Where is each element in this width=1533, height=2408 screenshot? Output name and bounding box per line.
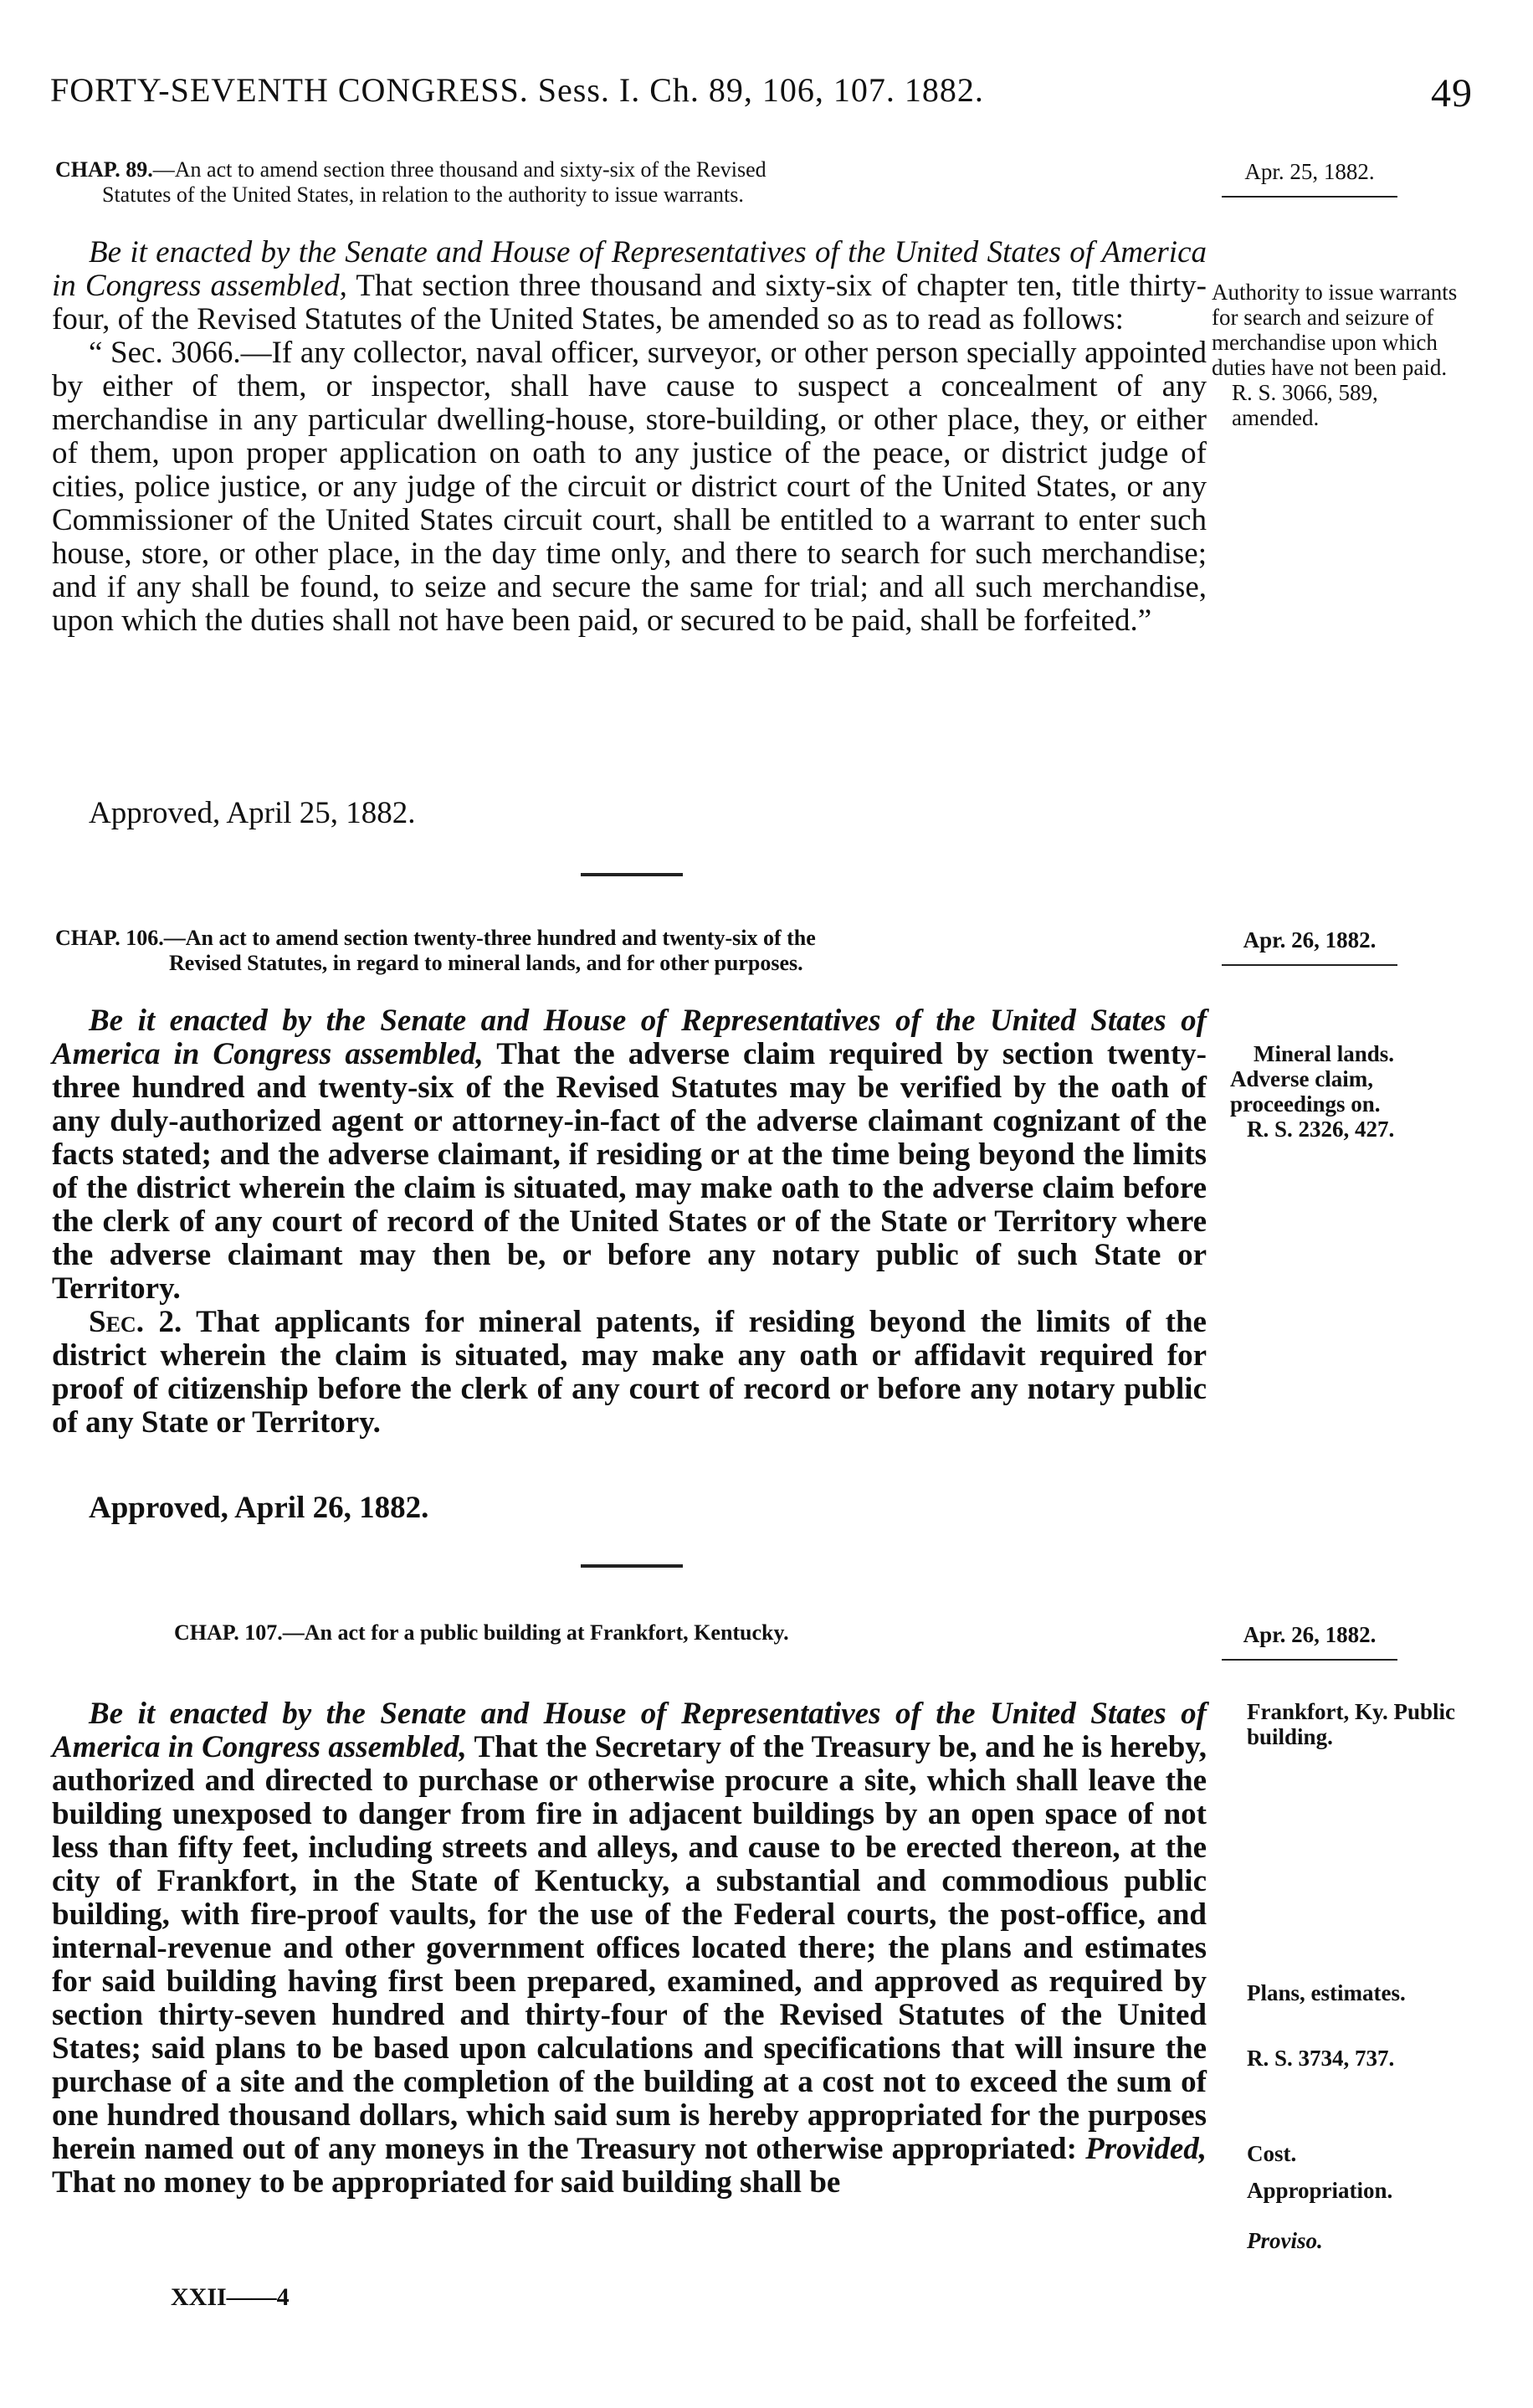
chap107-margin-proviso: Proviso. [1247, 2228, 1323, 2253]
chap107-proviso-label: Provided, [1085, 2132, 1207, 2166]
chap106-enacting-clause: Be it enacted by the Senate and House of Representatives of the United States of America in Congress assembled, [52, 1004, 1207, 1071]
chap89-body [52, 236, 1207, 638]
chap107-margin-cost: Cost. [1247, 2141, 1297, 2166]
chap107-margin-note-frankfort: Frankfort, Ky. Public building. [1247, 1699, 1455, 1749]
chap106-sec2-label: Sec. 2. [89, 1305, 182, 1339]
chap106-title-line1: —An act to amend section twenty-three hundred and twenty-six of the [163, 926, 816, 950]
chap106-approved: Approved, April 26, 1882. [89, 1491, 429, 1525]
signature-mark: XXII——4 [171, 2283, 290, 2311]
chap106-label: CHAP. 106. [55, 926, 164, 950]
chap106-margin-notes [1230, 1041, 1481, 1142]
chap107-enacting-clause: Be it enacted by the Senate and House of Representatives of the United States of America in Congress assembled, [52, 1697, 1207, 1764]
chap106-para1: That the adverse claim required by section twenty-three hundred and twenty-six of the Revised Statutes may be verified by the oath of any duly-authorized agent or attorney-in-fact of the adverse claimant cognizant of the facts stated; and the adverse claimant, if residing or at the time being beyond the limits of the district wherein the claim is situated, may make oath to the adverse claim before the clerk of any court of record of the United States or of the State or Territory where the adverse claimant may then be, or before any notary public of such State or Territory. [52, 1037, 1207, 1306]
chap89-label: CHAP. 89. [55, 157, 153, 182]
chap89-date-rule [1222, 196, 1397, 198]
chap107-margin-notes [1247, 1699, 1498, 1749]
chap89-para1: That section three thousand and sixty-six of chapter ten, title thirty-four, of the Revised Statutes of the United States, be amended so as to read as follows: [52, 269, 1207, 336]
chap106-date-rule [1222, 964, 1397, 966]
chap107-title-text: —An act for a public building at Frankfort, Kentucky. [282, 1620, 789, 1645]
chap89-title [55, 157, 1218, 208]
chap107-margin-rs: R. S. 3734, 737. [1247, 2046, 1395, 2071]
chap107-margin-plans: Plans, estimates. [1247, 1980, 1406, 2005]
chap89-enacting-clause: Be it enacted by the Senate and House of Representatives of the United States of America in Congress assembled, [52, 235, 1207, 303]
chap106-margin-note-rs: R. S. 2326, 427. [1247, 1117, 1395, 1142]
chap89-title-line1: —An act to amend section three thousand and sixty-six of the Revised [152, 157, 766, 182]
chap107-para1: That the Secretary of the Treasury be, and he is hereby, authorized and directed to purchase or otherwise procure a site, which shall leave the building unexposed to danger from fire in adjacent buildings by an open space of not less than fifty feet, including streets and alleys, and cause to be erected thereon, at the city of Frankfort, in the State of Kentucky, a substantial and commodious public building, with fire-proof vaults, for the use of the Federal courts, the post-office, and internal-revenue and other government offices located there; the plans and estimates for said building having first been prepared, examined, and approved as required by section thirty-seven hundred and thirty-four of the Revised Statutes of the United States; said plans to be based upon calculations and specifications that will insure the purchase of a site and the completion of the building at a cost not to exceed the sum of one hundred thousand dollars, which said sum is hereby appropriated for the purposes herein named out of any moneys in the Treasury not otherwise appropriated: [52, 1730, 1207, 2166]
chap107-margin-appropriation: Appropriation. [1247, 2178, 1393, 2203]
separator-rule [581, 873, 683, 876]
chap89-margin-notes [1212, 280, 1463, 430]
page-number: 49 [1431, 71, 1473, 116]
chap106-title [55, 926, 1218, 976]
running-header [50, 70, 1473, 121]
running-head-title: FORTY-SEVENTH CONGRESS. Sess. I. Ch. 89, 106, 107. 1882. [50, 71, 984, 109]
chap89-margin-note-rs: R. S. 3066, 589, amended. [1232, 380, 1378, 430]
chap106-margin-note-mineral: Mineral lands. [1254, 1041, 1395, 1066]
chap106-body [52, 1004, 1207, 1440]
chap89-margin-note-authority: Authority to issue warrants for search and seizure of merchandise upon which duties have not been paid. [1212, 280, 1458, 380]
chap107-date-rule [1222, 1659, 1397, 1661]
chap89-sec-label: “ Sec. 3066. [89, 336, 241, 370]
chap89-date: Apr. 25, 1882. [1244, 159, 1375, 184]
chap107-proviso-text: That no money to be appropriated for said building shall be [52, 2165, 841, 2200]
chap106-title-line2: Revised Statutes, in regard to mineral lands, and for other purposes. [169, 951, 803, 975]
chap107-date: Apr. 26, 1882. [1243, 1622, 1377, 1647]
chap106-date: Apr. 26, 1882. [1243, 927, 1377, 952]
chap106-margin-note-adverse: Adverse claim, proceedings on. [1230, 1066, 1381, 1117]
chap107-body [52, 1697, 1207, 2200]
chap107-title [174, 1620, 1212, 1646]
chap89-title-line2: Statutes of the United States, in relation to the authority to issue warrants. [102, 182, 744, 207]
chap106-para2: That applicants for mineral patents, if residing beyond the limits of the district wherein the claim is situated, may make any oath or affidavit required for proof of citizenship before the clerk of any court of record or before any notary public of any State or Territory. [52, 1305, 1207, 1440]
chap89-para2: —If any collector, naval officer, surveyor, or other person specially appointed by either of them, or inspector, shall have cause to suspect a concealment of any merchandise in any particular dwelling-house, store-building, or other place, they, or either of them, upon proper application on oath to any justice of the peace, or district judge of cities, police justice, or any judge of the circuit or district court of the United States, or any Commissioner of the United States circuit court, shall be entitled to a warrant to enter such house, store, or other place, in the day time only, and there to search for such merchandise; and if any shall be found, to seize and secure the same for trial; and all such merchandise, upon which the duties shall not have been paid, or secured to be paid, shall be forfeited.” [52, 336, 1207, 638]
chap89-approved: Approved, April 25, 1882. [89, 796, 416, 830]
chap107-label: CHAP. 107. [174, 1620, 283, 1645]
separator-rule [581, 1564, 683, 1568]
